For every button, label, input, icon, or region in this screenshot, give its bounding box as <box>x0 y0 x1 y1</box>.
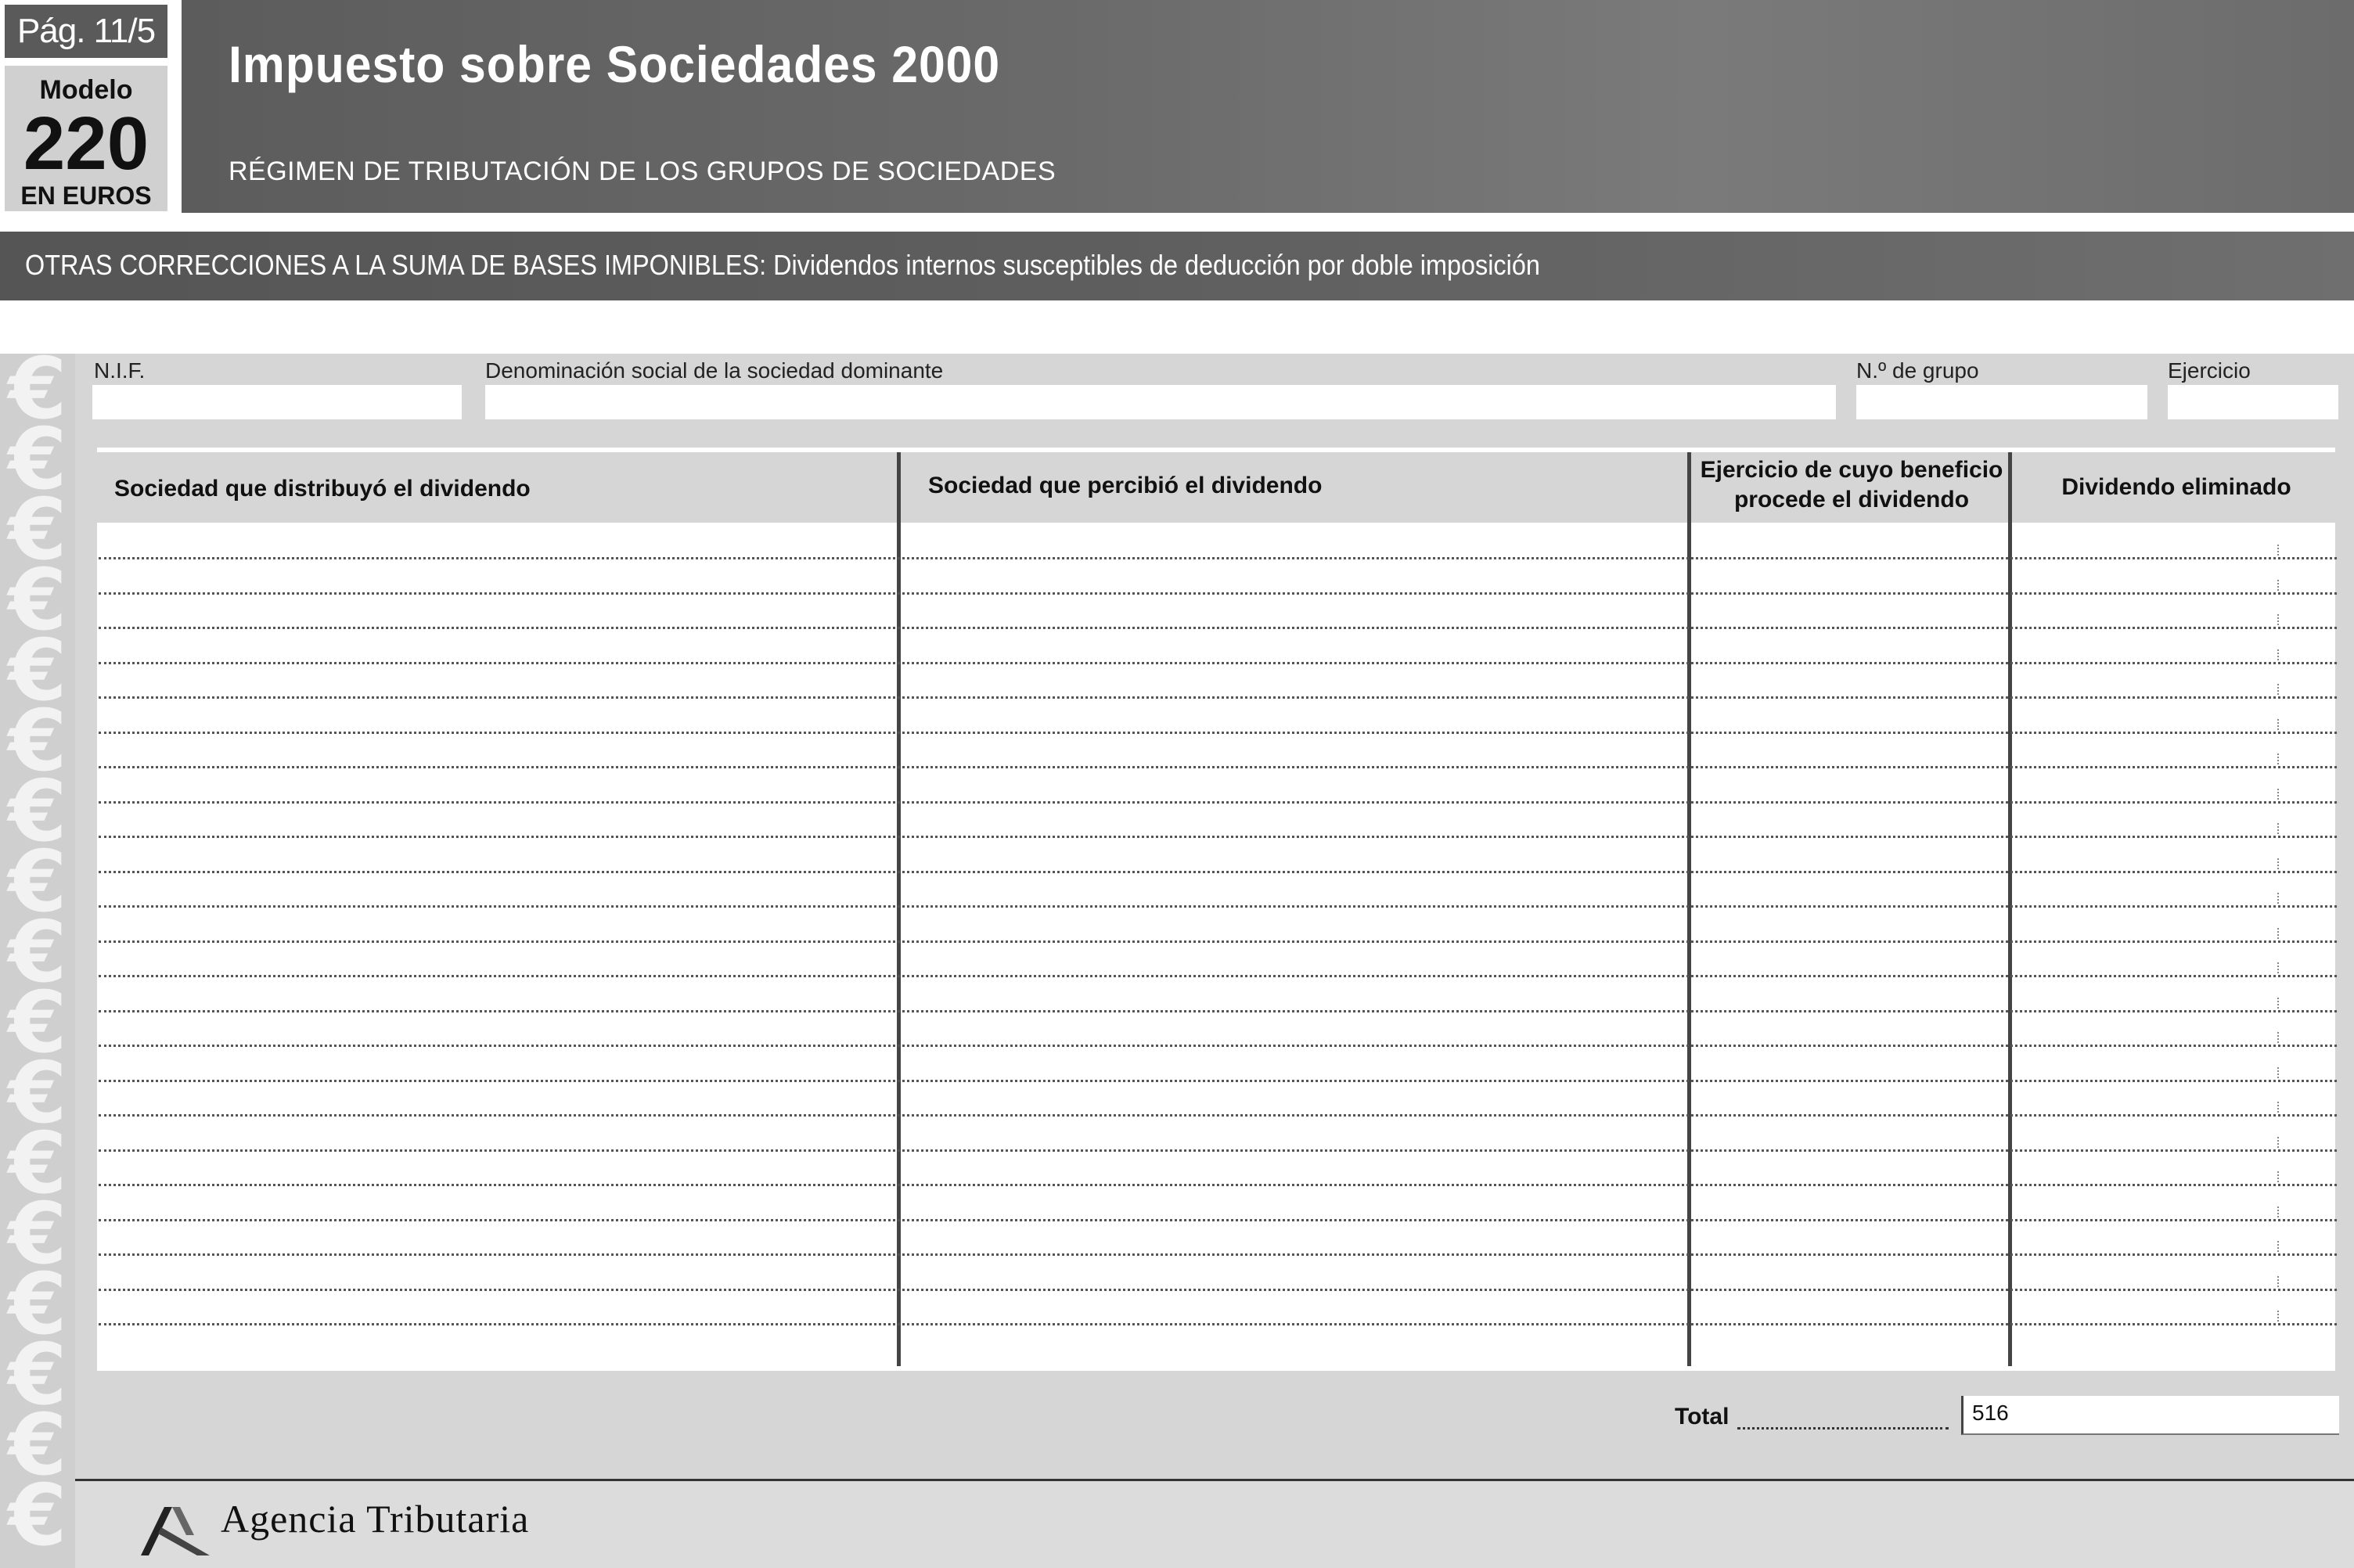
nif-field[interactable] <box>92 385 462 419</box>
euro-icon: € <box>8 1397 67 1494</box>
col-distribuyo: Sociedad que distribuyó el dividendo <box>114 476 531 502</box>
euro-icon: € <box>8 692 67 790</box>
total-field[interactable] <box>1961 1396 2339 1435</box>
decimal-marker <box>2277 1241 2279 1252</box>
decimal-marker <box>2277 789 2279 800</box>
table-row[interactable] <box>99 1080 2337 1082</box>
column-divider <box>1687 452 1691 1366</box>
euro-icon: € <box>8 411 67 509</box>
decimal-marker <box>2277 614 2279 625</box>
euro-icon: € <box>8 1045 67 1142</box>
euro-strip <box>0 354 75 1568</box>
denominacion-label: Denominación social de la sociedad dominante <box>485 358 944 383</box>
table-row[interactable] <box>99 1323 2337 1325</box>
decimal-marker <box>2277 1102 2279 1113</box>
decimal-marker <box>2277 858 2279 869</box>
euro-icon: € <box>8 354 67 438</box>
decimal-marker <box>2277 1171 2279 1182</box>
agency-name: Agencia Tributaria <box>221 1497 530 1541</box>
modelo-number: 220 <box>23 102 149 185</box>
euro-icon: € <box>8 763 67 861</box>
page-subtitle: RÉGIMEN DE TRIBUTACIÓN DE LOS GRUPOS DE SOCIEDADES <box>229 156 1056 186</box>
decimal-marker <box>2277 545 2279 556</box>
table-row[interactable] <box>99 766 2337 768</box>
table-row[interactable] <box>99 557 2337 559</box>
decimal-marker <box>2277 719 2279 730</box>
decimal-marker <box>2277 1137 2279 1148</box>
euro-icon: € <box>8 974 67 1072</box>
euro-icon: € <box>8 622 67 720</box>
decimal-marker <box>2277 893 2279 904</box>
col-dividendo: Dividendo eliminado <box>2061 474 2291 500</box>
decimal-marker <box>2277 1311 2279 1322</box>
euro-icon: € <box>8 1467 67 1565</box>
decimal-marker <box>2277 962 2279 973</box>
euro-icon: € <box>8 904 67 1002</box>
denominacion-field[interactable] <box>485 385 1836 419</box>
table-row[interactable] <box>99 1219 2337 1221</box>
table-row[interactable] <box>99 732 2337 734</box>
table-row[interactable] <box>99 592 2337 595</box>
total-box-code: 516 <box>1972 1401 2009 1425</box>
table-row[interactable] <box>99 627 2337 629</box>
euro-icon: € <box>8 552 67 649</box>
decimal-marker <box>2277 928 2279 939</box>
modelo-box <box>5 66 167 211</box>
column-divider <box>2008 452 2012 1366</box>
decimal-marker <box>2277 753 2279 764</box>
table-row[interactable] <box>99 940 2337 943</box>
table-row[interactable] <box>99 1149 2337 1152</box>
table-row[interactable] <box>99 1114 2337 1117</box>
table-row[interactable] <box>99 1253 2337 1256</box>
table-row[interactable] <box>99 801 2337 804</box>
euro-icon: € <box>8 481 67 579</box>
modelo-currency: EN EUROS <box>20 182 152 210</box>
decimal-marker <box>2277 998 2279 1009</box>
page-number: Pág. 11/5 <box>5 5 167 58</box>
agencia-tributaria-logo <box>138 1496 213 1559</box>
table-row[interactable] <box>99 975 2337 977</box>
table-row[interactable] <box>99 696 2337 699</box>
table-row[interactable] <box>99 871 2337 873</box>
decimal-marker <box>2277 823 2279 834</box>
euro-icon: € <box>8 833 67 931</box>
table-row[interactable] <box>99 836 2337 838</box>
decimal-marker <box>2277 1067 2279 1078</box>
euro-icon: € <box>8 1326 67 1424</box>
col-ejercicio: Ejercicio de cuyo beneficio procede el dividendo <box>1700 457 2003 512</box>
decimal-marker <box>2277 649 2279 660</box>
table-row[interactable] <box>99 1045 2337 1047</box>
nif-label: N.I.F. <box>94 358 146 383</box>
modelo-label: Modelo <box>39 75 133 105</box>
col-percibio: Sociedad que percibió el dividendo <box>928 473 1323 498</box>
decimal-marker <box>2277 1276 2279 1287</box>
euro-icon: € <box>8 1256 67 1354</box>
decimal-marker <box>2277 684 2279 695</box>
grupo-label: N.º de grupo <box>1856 358 1979 383</box>
decimal-marker <box>2277 580 2279 591</box>
total-label: Total <box>1675 1404 1730 1430</box>
grupo-field[interactable] <box>1856 385 2147 419</box>
decimal-marker <box>2277 1207 2279 1217</box>
ejercicio-label: Ejercicio <box>2168 358 2251 383</box>
table-row[interactable] <box>99 1184 2337 1186</box>
euro-icon: € <box>8 1185 67 1283</box>
table-row[interactable] <box>99 1010 2337 1012</box>
dividend-table <box>97 448 2335 1371</box>
section-title: OTRAS CORRECCIONES A LA SUMA DE BASES IMPONIBLES: Dividendos internos susceptibles de deducción por doble imposición <box>25 249 1540 281</box>
euro-icon: € <box>8 1115 67 1213</box>
decimal-marker <box>2277 1032 2279 1043</box>
table-row[interactable] <box>99 905 2337 908</box>
table-row[interactable] <box>99 662 2337 664</box>
ejercicio-field[interactable] <box>2168 385 2338 419</box>
page-title: Impuesto sobre Sociedades 2000 <box>229 35 1001 93</box>
column-divider <box>897 452 901 1366</box>
total-leader <box>1737 1408 1949 1430</box>
table-row[interactable] <box>99 1289 2337 1291</box>
